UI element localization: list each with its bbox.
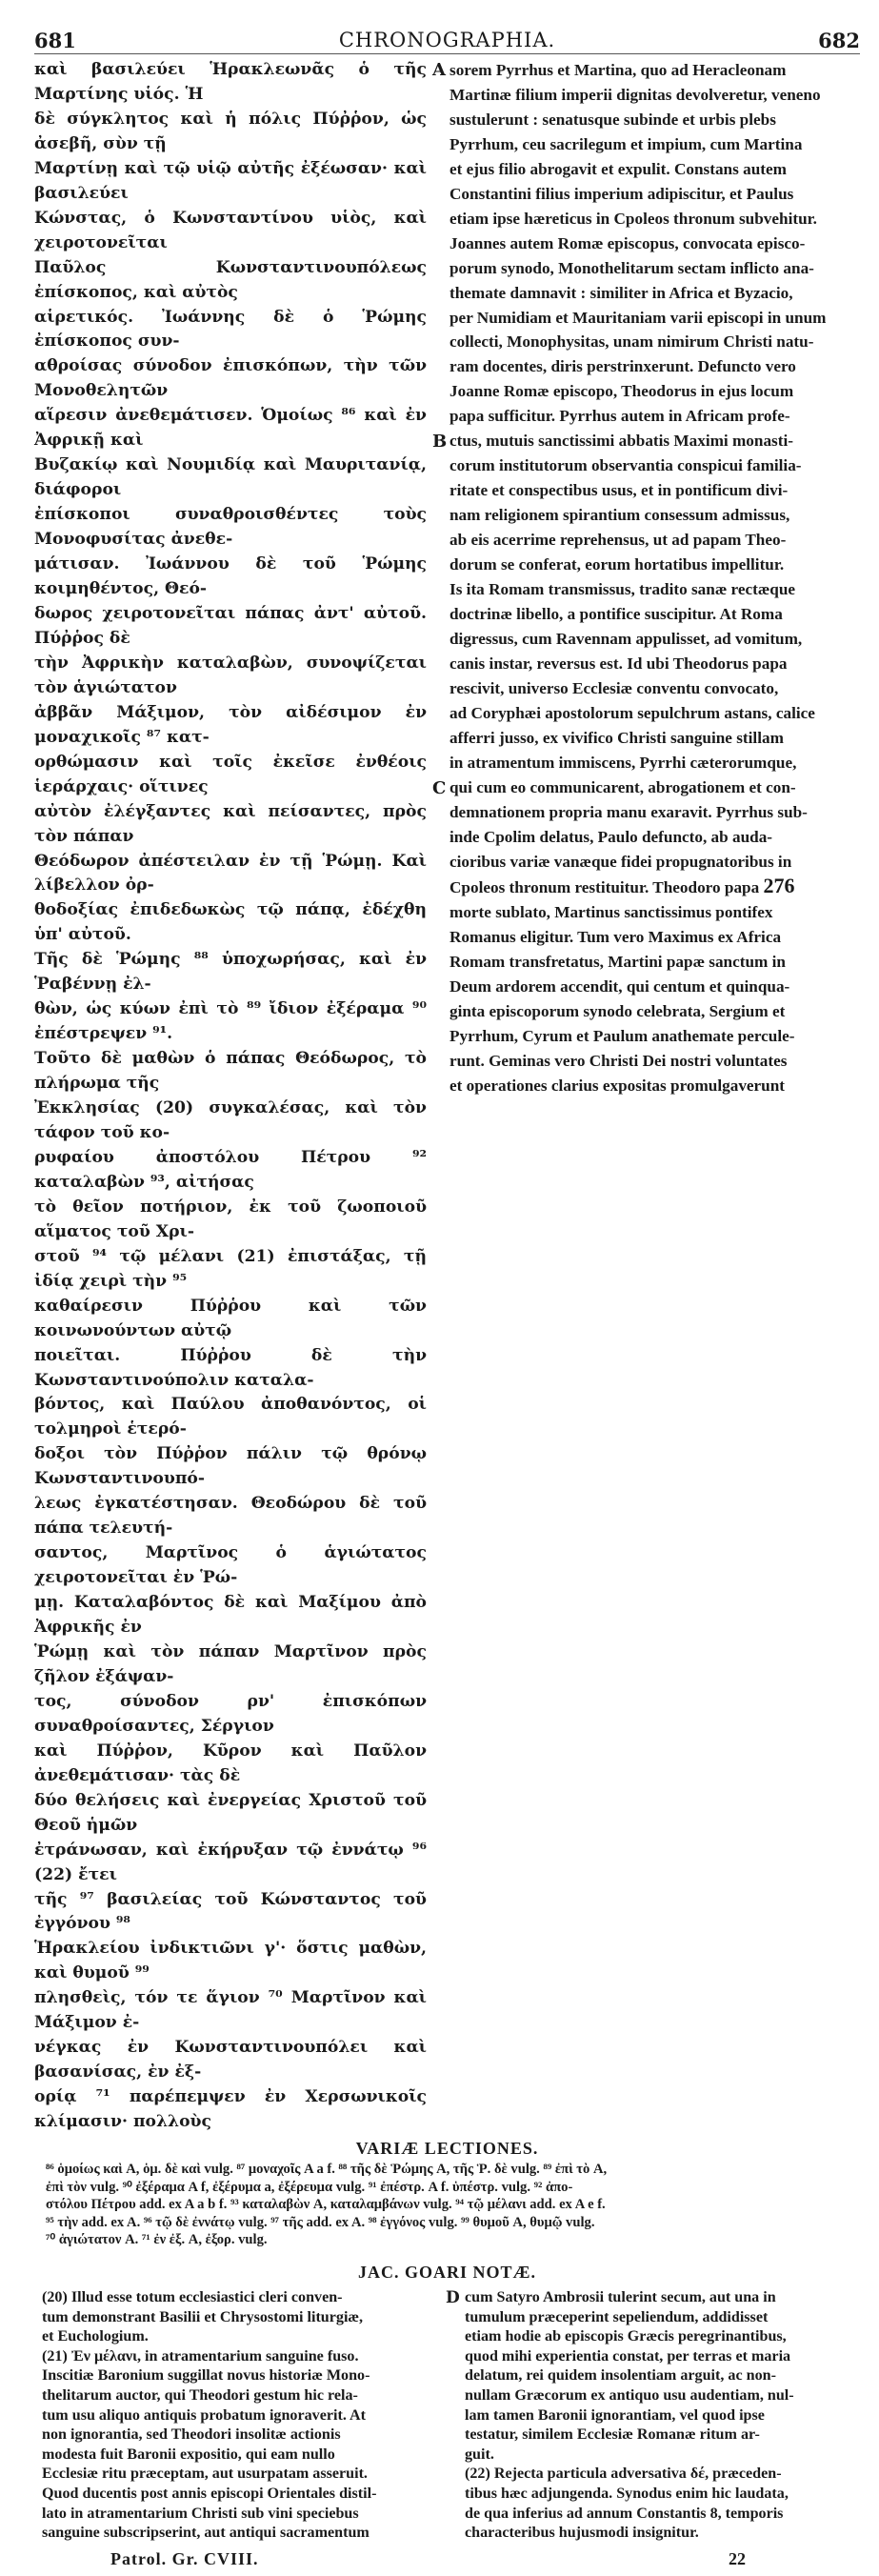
variae-lectiones-text: ⁸⁶ ὁμοίως καὶ A, ὁμ. δὲ καὶ vulg. ⁸⁷ μοναχοῖς A a f. ⁸⁸ τῆς δὲ Ῥώμης A, τῆς Ῥ. δὲ vulg. ⁸⁹ ἐπὶ τὸ A, ἐπὶ τὸν vulg. ⁹⁰ ἐξέραμα A f, ἐξέρυμα a, ἐξέρευμα vulg. ⁹¹ ἐπέστρ. A f. ὑπέστρ. vulg. ⁹² ἀπο- στόλου Πέτρου add. ex A a b f. ⁹³ καταλαβὼν A, καταλαμβάνων vulg. ⁹⁴ τῷ μέλανι add. ex A e f. ⁹⁵ τὴν add. ex A. ⁹⁶ τῷ δὲ ἐννάτῳ vulg. ⁹⁷ τῆς add. ex A. ⁹⁸ ἐγγόνος vulg. ⁹⁹ θυμοῦ A, θυμῷ vulg. ⁷⁰ ἁγιώτατον A. ⁷¹ ἐν ἐξ. A, ἐξορ. vulg. — [46, 2162, 608, 2248]
notes-margin-letter: D — [446, 2288, 460, 2308]
footer-sheet-number: 22 — [729, 2548, 746, 2568]
margin-letters — [427, 58, 449, 2135]
page-number-left: 681 — [34, 29, 76, 52]
volume-column-number: 276 — [763, 874, 795, 898]
notes-columns — [34, 2288, 860, 2544]
page-header — [34, 25, 860, 54]
latin-text-part-2: morte sublato, Martinus sanctissimus pontifex Romanus eligitur. Tum vero Maximus ex Africa Romam transfretatus, Martini papæ sanctum in Deum ardorem accendit, qui centum et quinqua- ginta episcoporum synodo celebrata, Sergium et Pyrrhum, Cyrum et Paulum anathemate percule- runt. Geminas vero Christi Dei nostri voluntates et operationes clarius expositas promulgaverunt — [449, 903, 795, 1096]
margin-letter-b: B — [432, 432, 448, 452]
variae-lectiones-title: VARIÆ LECTIONES. — [355, 2139, 539, 2159]
running-title: CHRONOGRAPHIA. — [338, 29, 556, 51]
latin-text-part-1: sorem Pyrrhus et Martina, quo ad Heracleonam Martinæ filium imperii dignitas devolveretur, veneno sustulerunt : senatusque subinde et urbis plebs Pyrrhum, ceu sacrilegum et impium, cum Martina et ejus filio abrogavit et expulit. Constans autem Constantini filius imperium adipiscitur, et Paulus etiam ipse hæreticus in Cpoleos thronum subvehitur. Joannes autem Romæ episcopus, convocata episco- porum synodo, Monothelitarum sectam inflicto ana- themate damnavit : similiter in Africa et Byzacio, per Numidiam et Mauritaniam varii episcopi in unum collecti, Monophysitas, unam nimirum Christi natu- ram docentes, diris perstrinxerunt. Defuncto vero Joanne Romæ episcopo, Theodorus in ejus locum papa sufficitur. Pyrrhus autem in Africam profe- ctus, mutuis sanctissimi abbatis Maximi monasti- corum institutorum observantia conspicui familia- ritate et conspectibus usus, et in pontificum divi- nam religionem spirantium consessum admissus, ab eis acerrime reprehensus, ut ad papam Theo- dorum se conferat, eorum hortatibus impellitur. Is ita Romam transmissus, tradito sanæ rectæque doctrinæ libello, a pontifice suscipitur. At Roma digressus, cum Ravennam appulisset, ad vomitum, canis instar, reversus est. Id ubi Theodorus papa rescivit, universo Ecclesiæ conventu convocato, ad Coryphæi apostolorum sepulchrum astans, calice afferri jusso, ex vivifico Christi sanguine stillam in atramentum immiscens, Pyrrhi cæterorumque, qui cum eo communicarent, abrogationem et con- demnationem propria manu exaravit. Pyrrhus sub- inde Cpolim delatus, Paulo defuncto, ab auda- cioribus variæ vanæque fidei propugnatoribus in Cpoleos thronum restituitur. Theodoro papa — [449, 61, 827, 897]
notes-title: JAC. GOARI NOTÆ. — [357, 2263, 536, 2283]
notes-left-column: (20) Illud esse totum ecclesiastici cleri conven- tum demonstrant Basilii et Chrysostomi liturgiæ, et Euchologium. (21) Ἐν μέλανι, in atramentarium sanguine fuso. Inscitiæ Baronium suggillat novus historiæ Mono- thelitarum auctor, qui Theodori gestum hic rela- tum usu aliquo antiquis probatum ignoraverit. At non ignorantia, sed Theodori insolitæ actionis modesta fuit Baronii expositio, qui eam nullo Ecclesiæ ritu præceptam, aut usurpatam asseruit. Quod ducentis post annis episcopi Orientales distil- lato in atramentarium Christi sub vini speciebus sanguine subscripserint, aut antiqui sacramentum — [42, 2289, 377, 2542]
page-footer — [34, 2547, 860, 2576]
notes-right-column: cum Satyro Ambrosii tulerint secum, aut una in tumulum præceperint sepeliendum, addidisset etiam hodie ab episcopis Græcis peregrinantibus, quod mihi experientia constat, per terras et maria delatum, rei quidem insolentiam arguit, ac non- nullam Græcorum ex antiquo usu audentiam, nul- lam tamen Baronii ignorantiam, vel quod ipse testatur, similem Ecclesiæ Romanæ ritum ar- guit. (22) Rejecta particula adversativa δέ, præceden- tibus hæc adjungenda. Synodus enim hic laudata, de qua inferius ad annum Constantis 8, temporis characteribus hujusmodi insignitur. — [465, 2289, 794, 2542]
footer-signature: Patrol. Gr. CVIII. — [110, 2548, 259, 2568]
main-columns — [34, 58, 860, 2135]
greek-column: καὶ βασιλεύει Ἡρακλεωνᾶς ὁ τῆς Μαρτίνης υἱός. Ἡ δὲ σύγκλητος καὶ ἡ πόλις Πύῤῥον, ὡς ἀσεβῆ, σὺν τῇ Μαρτίνῃ καὶ τῷ υἱῷ αὐτῆς ἐξέωσαν· καὶ βασιλεύει Κώνστας, ὁ Κωνσταντίνου υἱὸς, καὶ χειροτονεῖται Παῦλος Κωνσταντινουπόλεως ἐπίσκοπος, καὶ αὐτὸς αἱρετικός. Ἰωάννης δὲ ὁ Ῥώμης ἐπίσκοπος συν- αθροίσας σύνοδον ἐπισκόπων, τὴν τῶν Μονοθελητῶν αἵρεσιν ἀνεθεμάτισεν. Ὁμοίως ⁸⁶ καὶ ἐν Ἀφρικῇ καὶ Βυζακίῳ καὶ Νουμιδίᾳ καὶ Μαυριτανίᾳ, διάφοροι ἐπίσκοποι συναθροισθέντες τοὺς Μονοφυσίτας ἀνεθε- μάτισαν. Ἰωάννου δὲ τοῦ Ῥώμης κοιμηθέντος, Θεό- δωρος χειροτονεῖται πάπας ἀντ' αὐτοῦ. Πύῤῥος δὲ τὴν Ἀφρικὴν καταλαβὼν, συνοψίζεται τὸν ἁγιώτατον ἀββᾶν Μάξιμον, τὸν αἰδέσιμον ἐν μοναχικοῖς ⁸⁷ κατ- ορθώμασιν καὶ τοῖς ἐκεῖσε ἐνθέοις ἱεράρχαις· οἵτινες αὐτὸν ἐλέγξαντες καὶ πείσαντες, πρὸς τὸν πάπαν Θεόδωρον ἀπέστειλαν ἐν τῇ Ῥώμῃ. Καὶ λίβελλον ὀρ- θοδοξίας ἐπιδεδωκὼς τῷ πάπᾳ, ἐδέχθη ὑπ' αὐτοῦ. Τῆς δὲ Ῥώμης ⁸⁸ ὑποχωρήσας, καὶ ἐν Ῥαβέννῃ ἐλ- θὼν, ὡς κύων ἐπὶ τὸ ⁸⁹ ἴδιον ἐξέραμα ⁹⁰ ἐπέστρεψεν ⁹¹. Τοῦτο δὲ μαθὼν ὁ πάπας Θεόδωρος, τὸ πλήρωμα τῆς Ἐκκλησίας (20) συγκαλέσας, καὶ τὸν τάφον τοῦ κο- ρυφαίου ἀποστόλου Πέτρου ⁹² καταλαβὼν ⁹³, αἰτήσας τὸ θεῖον ποτήριον, ἐκ τοῦ ζωοποιοῦ αἵματος τοῦ Χρι- στοῦ ⁹⁴ τῷ μέλανι (21) ἐπιστάξας, τῇ ἰδίᾳ χειρὶ τὴν ⁹⁵ καθαίρεσιν Πύῤῥου καὶ τῶν κοινωνούντων αὐτῷ ποιεῖται. Πύῤῥου δὲ τὴν Κωνσταντινούπολιν καταλα- βόντος, καὶ Παύλου ἀποθανόντος, οἱ τολμηροὶ ἑτερό- δοξοι τὸν Πύῤῥον πάλιν τῷ θρόνῳ Κωνσταντινουπό- λεως ἐγκατέστησαν. Θεοδώρου δὲ τοῦ πάπα τελευτή- σαντος, Μαρτῖνος ὁ ἁγιώτατος χειροτονεῖται ἐν Ῥώ- μῃ. Καταλαβόντος δὲ καὶ Μαξίμου ἀπὸ Ἀφρικῆς ἐν Ῥώμῃ καὶ τὸν πάπαν Μαρτῖνον πρὸς ζῆλον ἐξάψαν- τος, σύνοδον ρν' ἐπισκόπων συναθροίσαντες, Σέργιον καὶ Πύῤῥον, Κῦρον καὶ Παῦλον ἀνεθεμάτισαν· τὰς δὲ δύο θελήσεις καὶ ἐνεργείας Χριστοῦ τοῦ Θεοῦ ἡμῶν ἐτράνωσαν, καὶ ἐκήρυξαν τῷ ἐννάτῳ ⁹⁶ (22) ἔτει τῆς ⁹⁷ βασιλείας τοῦ Κώνσταντος τοῦ ἐγγόνου ⁹⁸ Ἡρακλείου ἰνδικτιῶνι γ'· ὅστις μαθὼν, καὶ θυμοῦ ⁹⁹ πλησθεὶς, τόν τε ἅγιον ⁷⁰ Μαρτῖνον καὶ Μάξιμον ἐ- νέγκας ἐν Κωνσταντινουπόλει καὶ βασανίσας, ἐν ἐξ- ορίᾳ ⁷¹ παρέπεμψεν ἐν Χερσωνικοῖς κλίμασιν· πολλοὺς — [34, 60, 427, 2132]
latin-column — [449, 58, 860, 2135]
page-number-right: 682 — [818, 29, 860, 52]
margin-letter-c: C — [432, 778, 447, 798]
margin-letter-a: A — [432, 60, 446, 80]
